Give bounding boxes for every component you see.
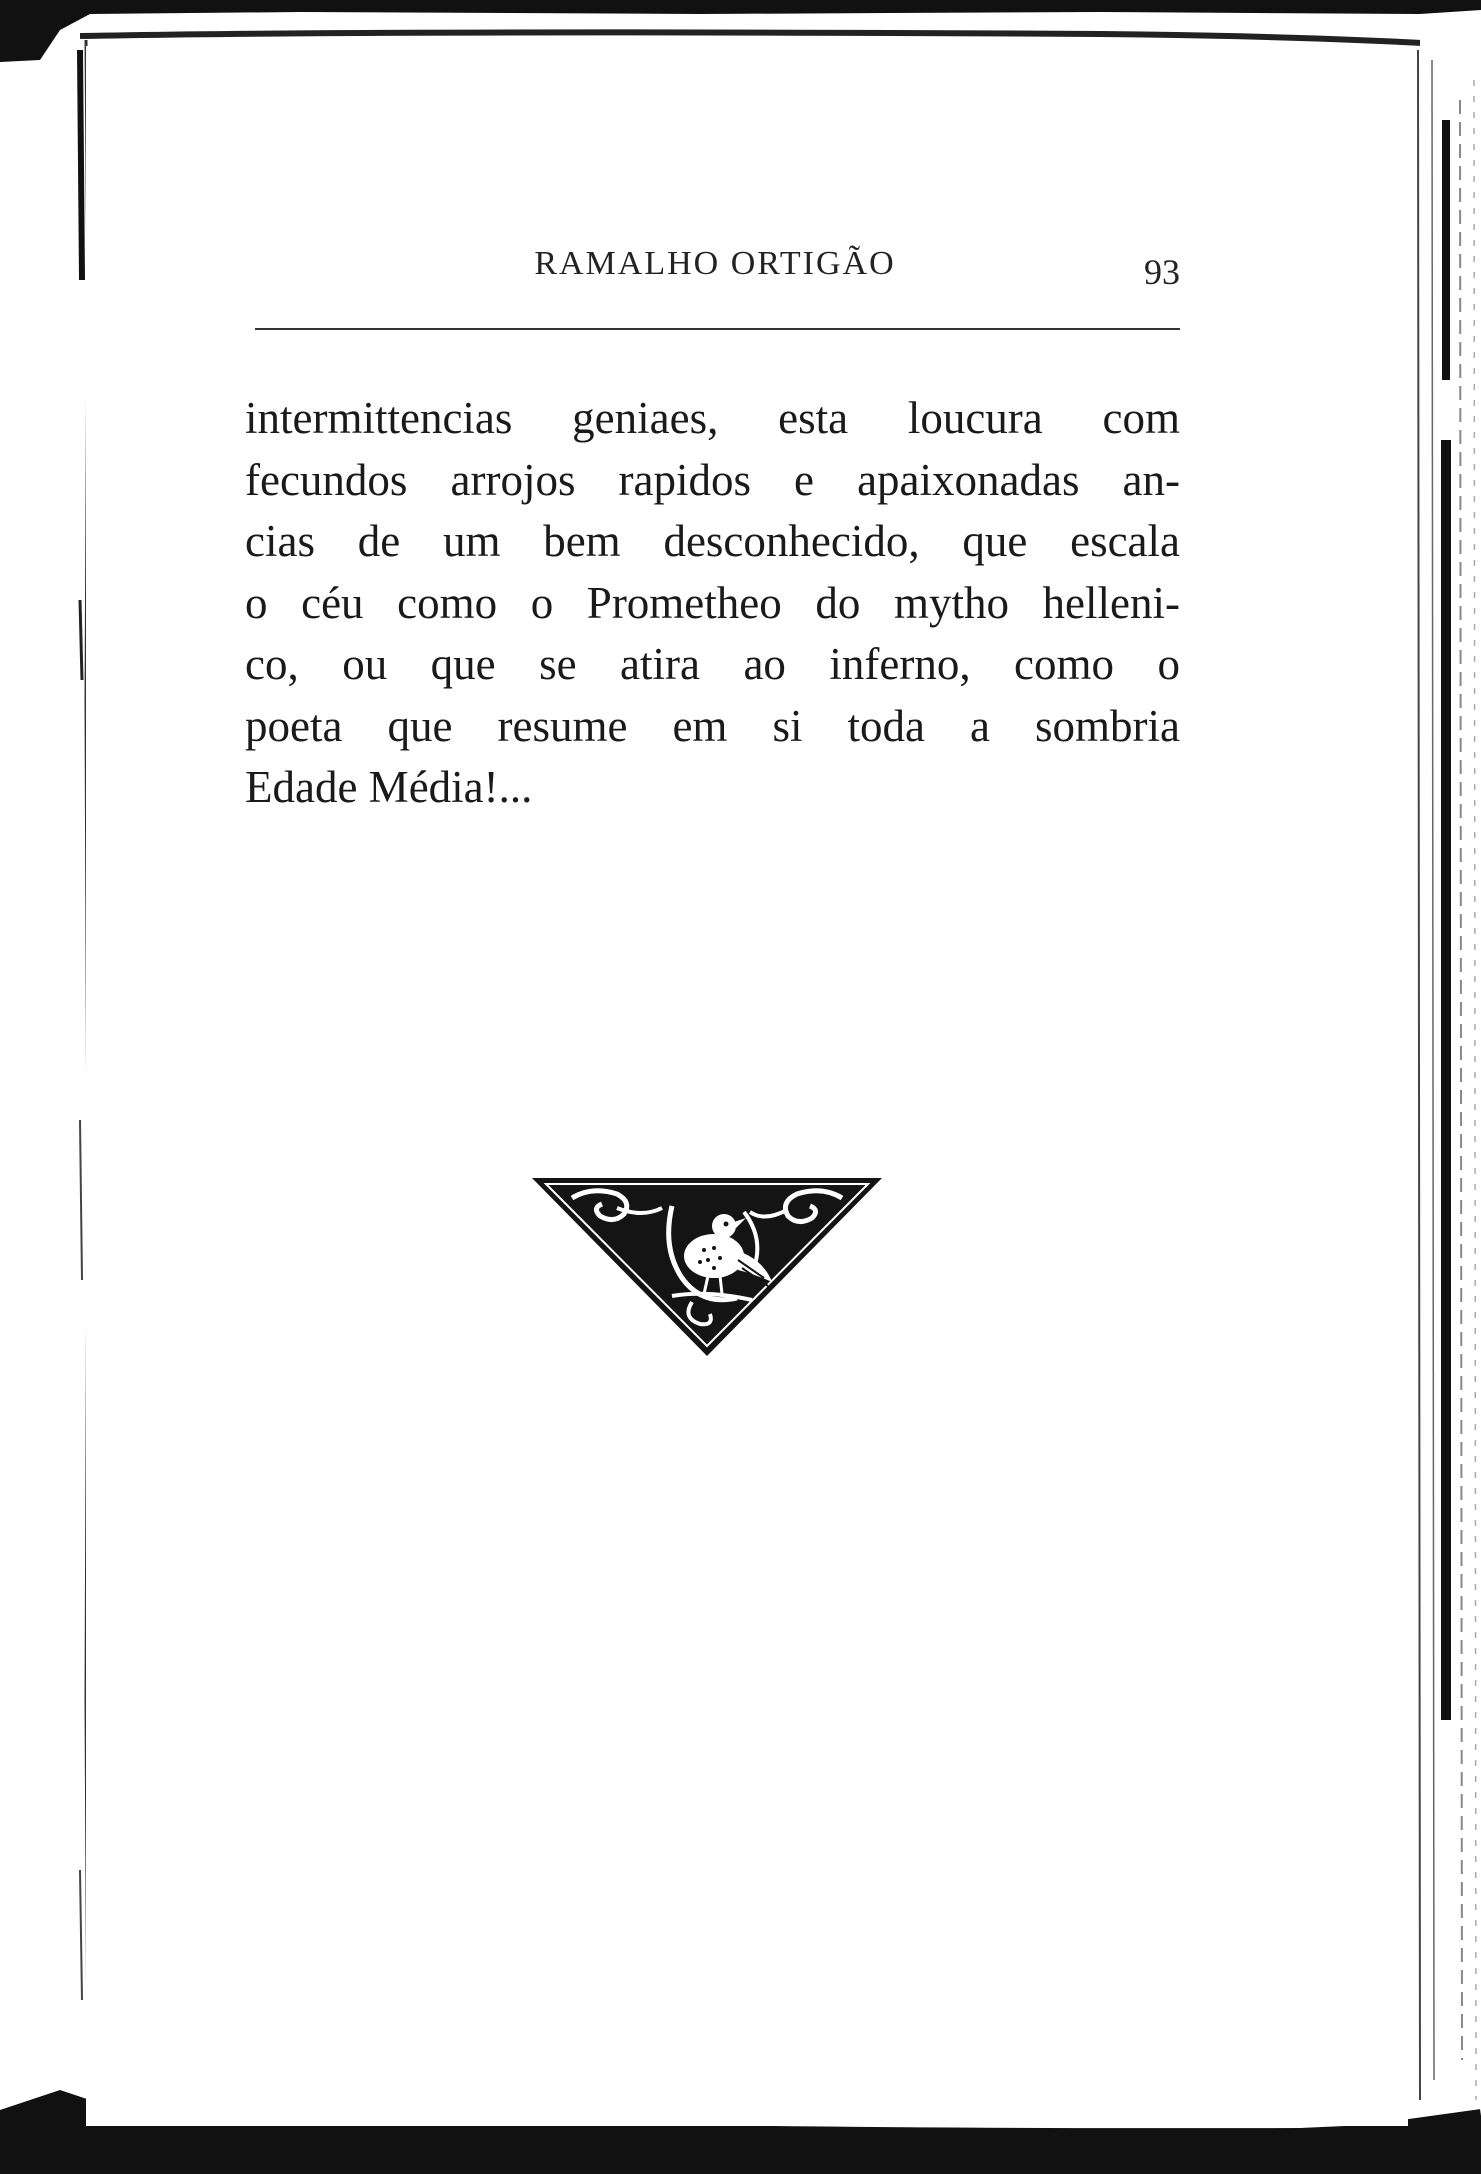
text-line: intermittencias geniaes, esta loucura com xyxy=(245,393,1180,443)
text-line: fecundos arrojos rapidos e apaixonadas an- xyxy=(245,454,1180,505)
text-line: cias de um bem desconhecido, que escala xyxy=(245,516,1180,566)
text-line: poeta que resume em si toda a sombria xyxy=(245,700,1180,751)
page-number: 93 xyxy=(1144,252,1180,292)
running-head xyxy=(250,245,1180,292)
text-line: co, ou que se atira ao inferno, como o xyxy=(245,639,1180,689)
header-rule xyxy=(255,328,1180,330)
body-paragraph xyxy=(245,388,1180,819)
bird-triangle-vignette-icon xyxy=(532,1178,882,1356)
book-page xyxy=(86,46,1408,2126)
running-title: RAMALHO ORTIGÃO xyxy=(534,245,896,282)
text-line: Edade Média!... xyxy=(245,762,533,812)
text-line: o céu como o Prometheo do mytho helleni- xyxy=(245,577,1180,628)
